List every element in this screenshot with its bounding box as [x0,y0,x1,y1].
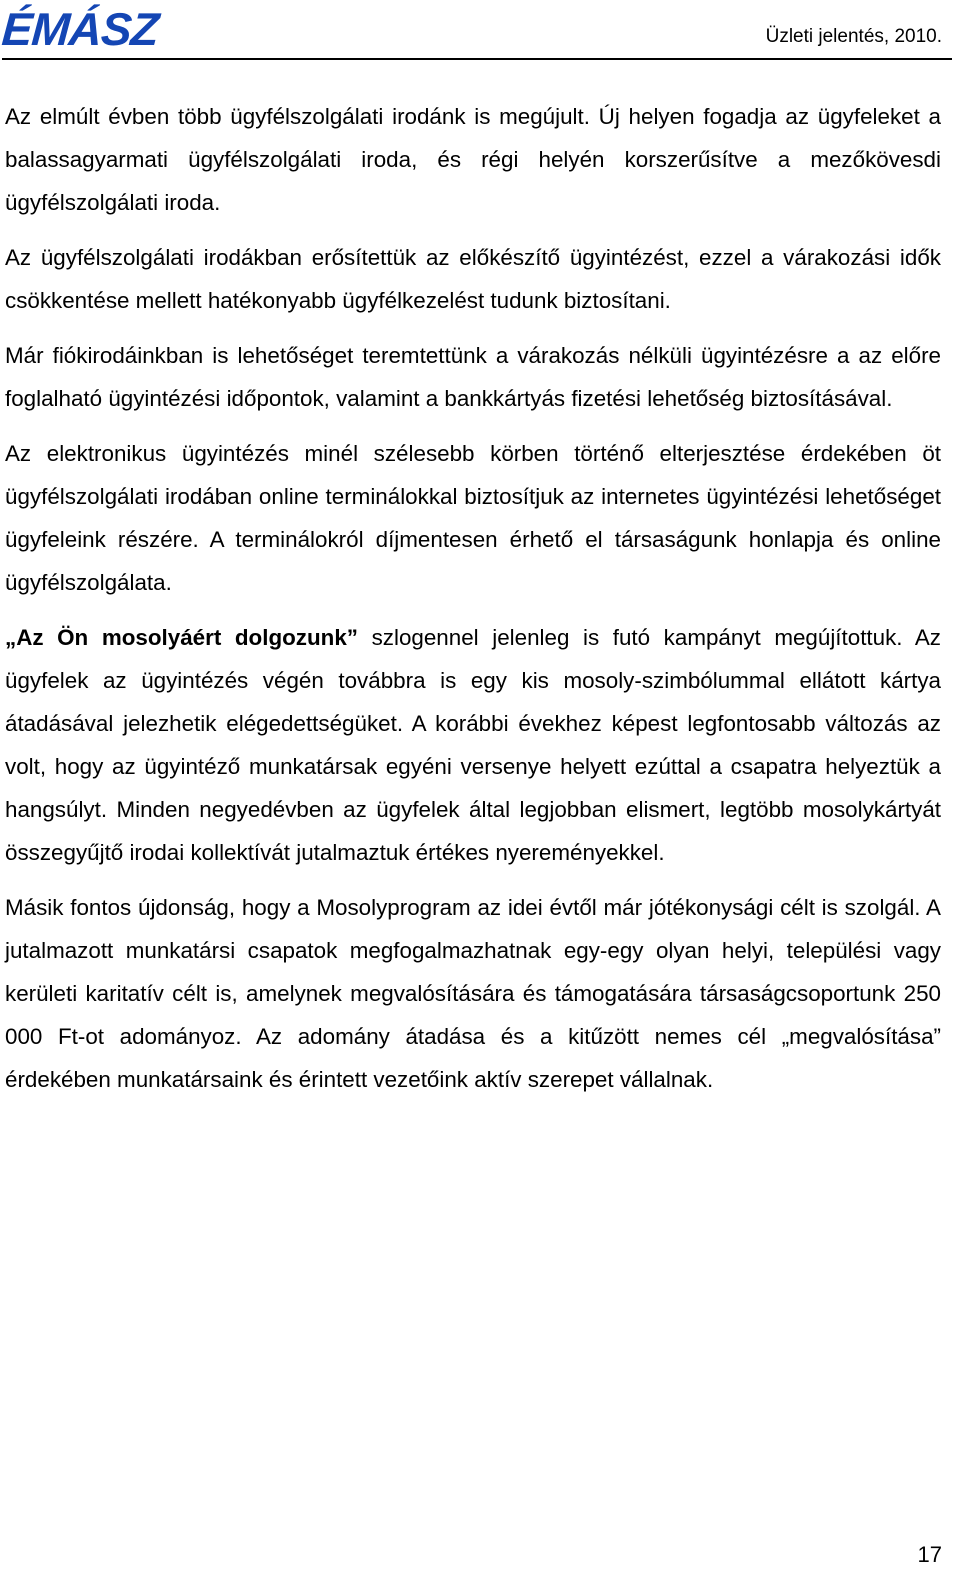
paragraph-preparatory-service: Az ügyfélszolgálati irodákban erősítettük az előkészítő ügyintézést, ezzel a várakozási idők csökkentése mellett hatékonyabb ügyfélkezelést tudunk biztosítani. [5,245,941,313]
paragraph-charity-program: Másik fontos újdonság, hogy a Mosolyprogram az idei évtől már jótékonysági célt is szolgál. A jutalmazott munkatársi csapatok megfogalmazhatnak egy-egy olyan helyi, települési vagy kerületi karitatív célt is, amelynek megvalósítására és támogatására társaságcsoportunk 250 000 Ft-ot adományoz. Az adomány átadása és a kitűzött nemes cél „megvalósítása” érdekében munkatársaink és érintett vezetőink aktív szerepet vállalnak. [5,895,941,1092]
paragraph-smile-campaign-text: szlogennel jelenleg is futó kampányt megújítottuk. Az ügyfelek az ügyintézés végén továbbra is egy kis mosoly-szimbólummal ellátott kártya átadásával jelezhetik elégedettségüket. A korábbi évekhez képest legfontosabb változás az volt, hogy az ügyintéző munkatársak egyéni versenye helyett ezúttal a csapatra helyeztük a hangsúlyt. Minden negyedévben az ügyfelek által legjobban elismert, legtöbb mosolykártyát összegyűjtő irodai kollektívát jutalmaztuk értékes nyereményekkel. [5,625,941,865]
page-header [0,0,960,60]
campaign-slogan: „Az Ön mosolyáért dolgozunk” [5,625,358,650]
document-body [5,95,941,1113]
paragraph-online-terminals: Az elektronikus ügyintézés minél szélesebb körben történő elterjesztése érdekében öt ügyfélszolgálati irodában online terminálokkal biztosítjuk az internetes ügyintézési lehetőséget ügyfeleink részére. A terminálokról díjmentesen érhető el társaságunk honlapja és online ügyfélszolgálata. [5,441,941,595]
header-divider [2,58,952,60]
paragraph-office-renewal: Az elmúlt évben több ügyfélszolgálati irodánk is megújult. Új helyen fogadja az ügyfeleket a balassagyarmati ügyfélszolgálati iroda, és régi helyén korszerűsítve a mezőkövesdi ügyfélszolgálati iroda. [5,104,941,215]
page-number: 17 [917,1542,942,1567]
paragraph-branch-appointments: Már fiókirodáinkban is lehetőséget teremtettünk a várakozás nélküli ügyintézésre a az előre foglalható ügyintézési időpontok, valamint a bankkártyás fizetési lehetőség biztosításával. [5,343,941,411]
paragraph-smile-campaign [5,616,941,874]
company-logo: ÉMÁSZ [0,3,160,55]
report-title: Üzleti jelentés, 2010. [765,26,942,47]
